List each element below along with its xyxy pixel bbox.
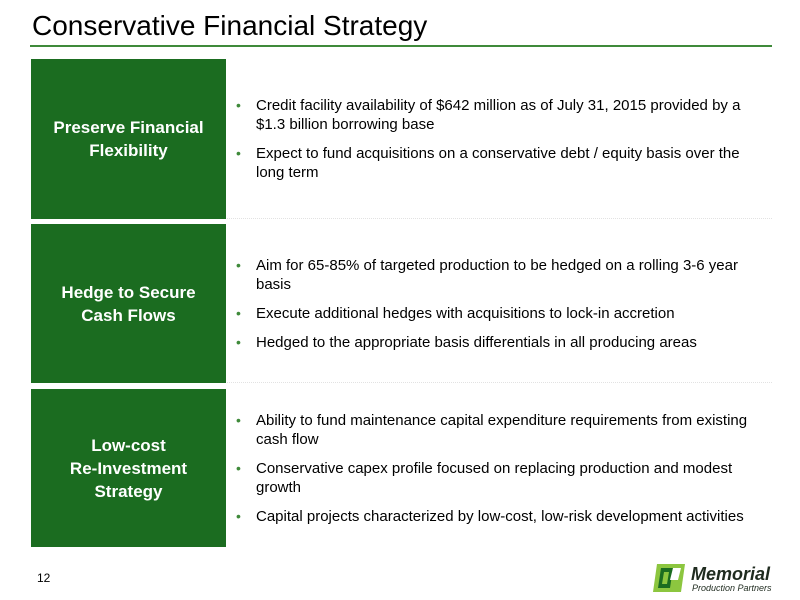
list-item xyxy=(231,459,771,497)
bullet-text: Ability to fund maintenance capital expenditure requirements from existing cash flow xyxy=(256,411,748,448)
bullet-text: Conservative capex profile focused on replacing production and modest growth xyxy=(256,459,733,496)
bullet-text: Credit facility availability of $642 million as of July 31, 2015 provided by a $1.3 billion borrowing base xyxy=(256,97,741,133)
logo-mark-icon xyxy=(651,562,687,594)
row-divider xyxy=(227,382,772,383)
bullet-text: Expect to fund acquisitions on a conservative debt / equity basis over the long term xyxy=(256,145,740,181)
bullet-text: Hedged to the appropriate basis differentials in all producing areas xyxy=(256,333,697,351)
bullet-list xyxy=(231,224,771,383)
list-item xyxy=(231,96,771,134)
bullet-icon: • xyxy=(236,97,241,113)
strategy-row-low-cost-reinvestment xyxy=(31,389,772,547)
bullet-icon: • xyxy=(236,459,241,476)
bullet-icon: • xyxy=(236,507,241,524)
section-heading: Hedge to Secure Cash Flows xyxy=(61,282,196,325)
section-heading-box xyxy=(31,224,226,383)
logo-wordmark: Memorial xyxy=(691,564,771,584)
bullet-list xyxy=(231,59,771,219)
page-title: Conservative Financial Strategy xyxy=(32,10,428,41)
page-number: 12 xyxy=(37,571,51,585)
list-item xyxy=(231,411,771,449)
list-item xyxy=(231,256,771,294)
section-heading-box xyxy=(31,59,226,219)
list-item xyxy=(231,333,771,352)
bullet-icon: • xyxy=(236,333,241,350)
bullet-icon: • xyxy=(236,411,241,428)
bullet-icon: • xyxy=(236,145,241,161)
logo-tagline: Production Partners xyxy=(692,583,772,593)
bullet-icon: • xyxy=(236,256,241,273)
title-underline xyxy=(30,45,772,47)
strategy-row-preserve-flexibility xyxy=(31,59,772,219)
list-item xyxy=(231,144,771,182)
section-heading-box xyxy=(31,389,226,547)
bullet-text: Execute additional hedges with acquisitions to lock-in accretion xyxy=(256,304,675,322)
bullet-icon: • xyxy=(236,304,241,321)
company-logo xyxy=(651,560,776,596)
row-divider xyxy=(227,218,772,219)
bullet-text: Aim for 65-85% of targeted production to be hedged on a rolling 3-6 year basis xyxy=(256,256,738,293)
bullet-text: Capital projects characterized by low-cost, low-risk development activities xyxy=(256,507,744,525)
bullet-list xyxy=(231,389,771,547)
list-item xyxy=(231,507,771,526)
strategy-row-hedge-cash-flows xyxy=(31,224,772,383)
section-heading: Low-cost Re-Investment Strategy xyxy=(69,435,188,501)
section-heading: Preserve Financial Flexibility xyxy=(53,118,204,160)
list-item xyxy=(231,304,771,323)
